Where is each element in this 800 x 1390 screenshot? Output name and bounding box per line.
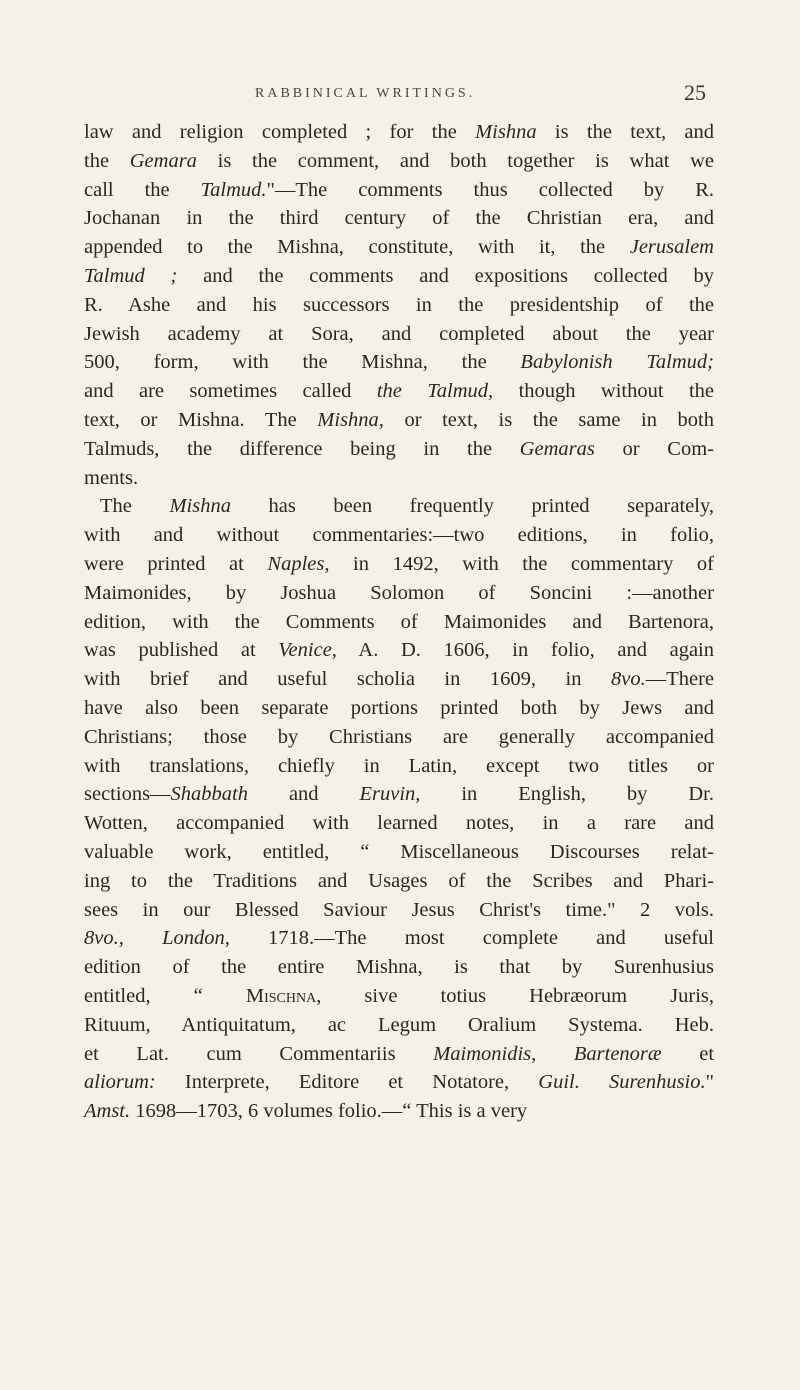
italic-text: Amst. [84,1100,131,1123]
text-segment: Jewish academy at Sora, and completed about the year [84,322,714,345]
text-segment: were printed at [84,552,268,575]
italic-text: Gemara [129,149,197,172]
text-segment: edition of the entire Mishna, is that by Surenhusius [84,956,714,979]
text-line [84,924,714,953]
text-line [84,377,714,406]
text-line [84,1011,714,1040]
text-segment: sive totius Hebræorum Juris, [321,984,714,1007]
text-line [84,406,714,435]
text-segment: ing to the Traditions and Usages of the Scribes and Phari- [84,869,714,892]
text-line [84,233,714,262]
text-segment: with brief and useful scholia in 1609, in [84,668,611,691]
text-line [84,176,714,205]
text-segment: call the [84,178,201,201]
body-text [84,118,714,1126]
text-segment: and the comments and expositions collected by [177,264,714,287]
text-line [84,147,714,176]
text-line [84,608,714,637]
italic-text: Eruvin, [359,783,421,806]
italic-text: London, [162,927,230,950]
text-segment: or text, is the same in both [383,408,714,431]
text-line [84,694,714,723]
text-segment: is the comment, and both together is what we [196,149,715,172]
italic-text: the Talmud, [376,380,494,403]
text-line [84,579,714,608]
text-segment [124,927,162,949]
text-segment: with and without commentaries:—two editions, in folio, [84,524,714,547]
text-line [84,665,714,694]
text-segment: Christians; those by Christians are generally accompanied [84,725,714,748]
text-segment: The [100,495,170,518]
italic-text: Babylonish Talmud; [520,351,714,374]
text-segment: ments. [84,466,139,489]
text-segment: the [84,149,130,172]
text-line [84,982,714,1011]
text-line [84,464,714,493]
page-number: 25 [684,80,706,105]
text-segment: with translations, chiefly in Latin, except two titles or [84,754,714,777]
text-line [84,896,714,925]
italic-text: Guil. Surenhusio. [538,1071,706,1094]
text-segment: in English, by Dr. [420,783,714,806]
text-segment: and are sometimes called [84,380,377,403]
text-segment: —There [645,668,714,691]
italic-text: aliorum: [84,1071,156,1094]
text-segment: though without the [493,380,714,403]
text-segment: valuable work, entitled, “ Miscellaneous Discourses relat- [84,840,714,863]
text-line [84,204,714,233]
italic-text: Gemaras [519,437,595,460]
text-line [84,1097,714,1126]
text-line [84,435,714,464]
small-caps-text: Mischna, [245,984,322,1007]
text-line [84,809,714,838]
text-segment: sections— [84,783,171,806]
italic-text: Naples, [267,552,330,575]
italic-text: 8vo., [84,927,124,950]
italic-text: Maimonidis, [433,1042,537,1065]
text-line [84,723,714,752]
text-segment: Talmuds, the difference being in the [84,437,520,460]
italic-text: Bartenoræ [573,1042,662,1065]
text-segment: entitled, “ [84,984,246,1007]
italic-text: Shabbath [170,783,248,806]
text-line [84,752,714,781]
text-segment: et Lat. cum Commentariis [84,1042,434,1065]
text-segment: Wotten, accompanied with learned notes, in a rare and [84,812,714,835]
running-head: RABBINICAL WRITINGS. [255,86,476,101]
text-line [84,636,714,665]
text-segment [536,1043,574,1065]
text-segment: has been frequently printed separately, [230,495,715,518]
text-segment: edition, with the Comments of Maimonides and Bartenora, [84,610,714,633]
italic-text: 8vo. [610,668,646,691]
text-segment: in 1492, with the commentary of [329,552,714,575]
italic-text: Venice, [278,639,337,662]
text-line [84,262,714,291]
text-segment: et [661,1042,715,1065]
text-segment: text, or Mishna. The [84,408,318,431]
text-line [84,550,714,579]
text-segment: law and religion completed ; for the [84,121,476,143]
text-line [84,348,714,377]
text-segment: Jochanan in the third century of the Christian era, and [84,207,714,230]
text-segment: 1698—1703, 6 volumes folio.—“ This is a very [130,1100,528,1123]
text-line [84,521,714,550]
text-segment: appended to the Mishna, constitute, with it, the [84,236,630,259]
text-segment: Interprete, Editore et Notatore, [155,1071,539,1094]
italic-text: Talmud ; [84,264,178,287]
text-segment: R. Ashe and his successors in the presidentship of the [84,293,714,316]
italic-text: Mishna [475,121,537,143]
text-line [84,1068,714,1097]
text-segment: was published at [84,639,279,662]
text-line [84,780,714,809]
text-segment: is the text, and [536,121,714,143]
text-line [84,291,714,320]
text-line [84,492,714,521]
text-segment: sees in our Blessed Saviour Jesus Christ's time." 2 vols. [84,898,714,921]
italic-text: Jerusalem [629,236,714,259]
text-segment: Rituum, Antiquitatum, ac Legum Oralium Systema. Heb. [84,1013,714,1036]
text-line [84,320,714,349]
text-line [84,118,714,147]
text-segment: A. D. 1606, in folio, and again [336,639,714,662]
italic-text: Talmud. [200,178,267,201]
italic-text: Mishna [169,495,231,518]
text-segment: 1718.—The most complete and useful [229,927,715,950]
text-segment: "—The comments thus collected by R. [266,178,714,201]
italic-text: Mishna, [317,408,384,431]
text-segment: or Com- [594,437,714,460]
text-segment: 500, form, with the Mishna, the [84,351,521,374]
text-line [84,1040,714,1069]
text-segment: " [705,1071,714,1094]
text-segment: and [248,783,360,806]
text-line [84,838,714,867]
text-line [84,953,714,982]
text-line [84,867,714,896]
text-segment: Maimonides, by Joshua Solomon of Soncini :—another [84,581,714,604]
text-segment: have also been separate portions printed both by Jews and [84,696,714,719]
